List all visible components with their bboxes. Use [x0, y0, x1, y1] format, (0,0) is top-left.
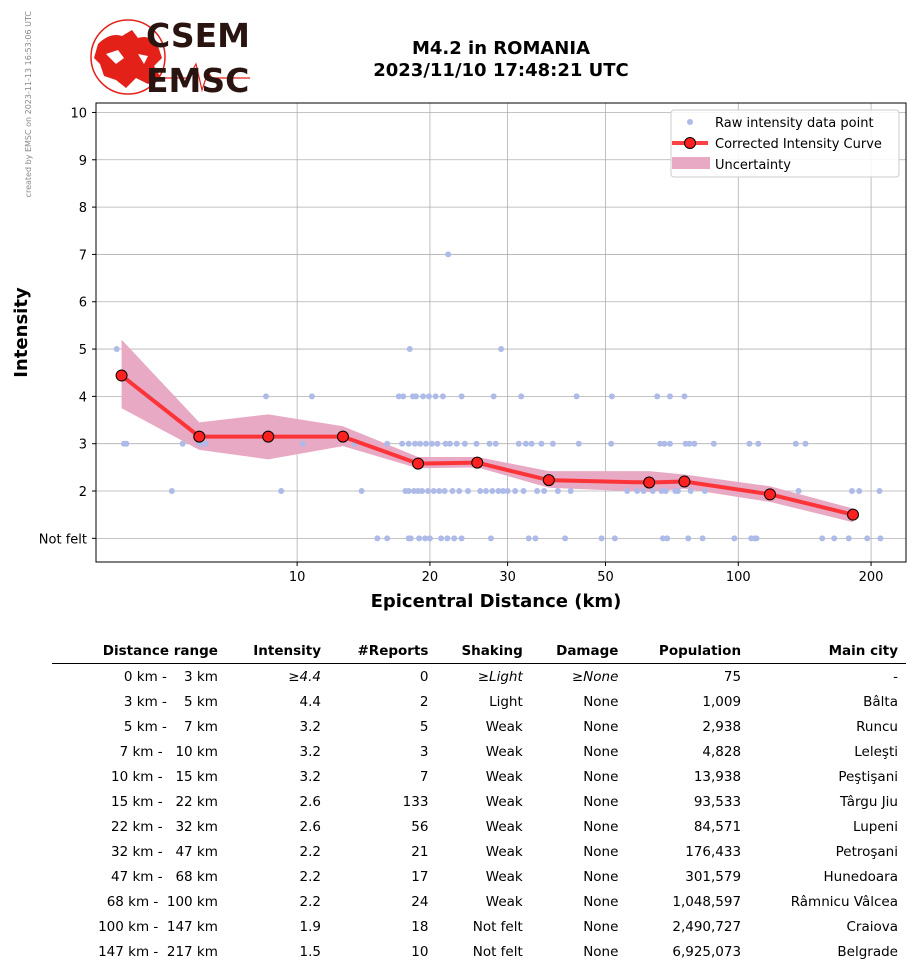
raw-data-point — [796, 488, 802, 494]
raw-data-point — [456, 488, 462, 494]
cell-intensity: 1.9 — [299, 918, 322, 935]
y-tick-label: 5 — [78, 343, 87, 359]
cell-intensity: 2.2 — [299, 893, 322, 910]
cell-reports: 56 — [411, 818, 429, 835]
cell-range: 3 km - 5 km — [123, 693, 218, 710]
raw-data-point — [755, 441, 761, 447]
raw-data-point — [529, 441, 535, 447]
raw-data-point — [427, 535, 433, 541]
cell-shaking: Not felt — [472, 943, 523, 960]
raw-data-point — [661, 441, 667, 447]
cell-intensity: 2.2 — [299, 868, 322, 885]
cell-reports: 2 — [419, 693, 429, 710]
raw-data-point — [438, 535, 444, 541]
title-line-1: M4.2 in ROMANIA — [411, 38, 590, 59]
cell-population: 75 — [723, 668, 742, 685]
svg-text:CSEM: CSEM — [146, 16, 250, 55]
cell-shaking: Weak — [485, 893, 523, 910]
y-tick-label: 4 — [78, 390, 87, 406]
legend-uncertainty-swatch — [672, 157, 710, 169]
cell-reports: 0 — [419, 668, 429, 685]
x-tick-label: 100 — [725, 570, 751, 585]
cell-intensity: 2.6 — [299, 818, 322, 835]
cell-damage: ≥None — [571, 668, 619, 685]
raw-data-point — [408, 535, 414, 541]
cell-range: 47 km - 68 km — [110, 868, 218, 885]
x-axis-label: Epicentral Distance (km) — [370, 591, 622, 612]
y-axis-label: Intensity — [11, 287, 32, 378]
raw-data-point — [856, 488, 862, 494]
raw-data-point — [634, 488, 640, 494]
raw-data-point — [802, 441, 808, 447]
curve-marker — [263, 431, 274, 442]
cell-city: Târgu Jiu — [840, 793, 898, 810]
raw-data-point — [465, 488, 471, 494]
raw-data-point — [521, 488, 527, 494]
raw-data-point — [483, 488, 489, 494]
cell-range: 22 km - 32 km — [110, 818, 218, 835]
x-tick-label: 200 — [858, 570, 884, 585]
raw-data-point — [691, 441, 697, 447]
x-tick-label: 20 — [421, 570, 439, 585]
column-header: Shaking — [436, 640, 530, 664]
cell-population: 4,828 — [702, 743, 742, 760]
raw-data-point — [407, 346, 413, 352]
y-tick-label: 2 — [78, 485, 87, 501]
cell-damage: None — [583, 868, 619, 885]
raw-data-point — [384, 441, 390, 447]
cell-range: 0 km - 3 km — [123, 668, 218, 685]
legend-entry: Raw intensity data point — [715, 116, 874, 131]
raw-data-point — [459, 535, 465, 541]
raw-data-point — [612, 535, 618, 541]
cell-damage: None — [583, 793, 619, 810]
raw-data-point — [793, 441, 799, 447]
cell-shaking: Not felt — [472, 918, 523, 935]
raw-data-point — [436, 488, 442, 494]
raw-data-point — [532, 535, 538, 541]
raw-data-point — [550, 441, 556, 447]
cell-intensity: 4.4 — [299, 693, 322, 710]
cell-shaking: Weak — [485, 743, 523, 760]
table-row — [52, 689, 906, 714]
cell-city: Runcu — [856, 718, 898, 735]
raw-data-point — [406, 441, 412, 447]
y-tick-label: 7 — [78, 248, 87, 264]
raw-data-point — [413, 393, 419, 399]
curve-marker — [848, 509, 859, 520]
cell-reports: 18 — [411, 918, 429, 935]
cell-population: 1,048,597 — [672, 893, 742, 910]
raw-data-point — [555, 488, 561, 494]
raw-data-point — [420, 393, 426, 399]
cell-range: 15 km - 22 km — [110, 793, 218, 810]
raw-data-point — [440, 393, 446, 399]
raw-data-point — [819, 535, 825, 541]
curve-marker — [337, 431, 348, 442]
raw-data-point — [702, 488, 708, 494]
table-row — [52, 664, 906, 690]
cell-damage: None — [583, 893, 619, 910]
raw-data-point — [425, 488, 431, 494]
cell-city: Leleşti — [854, 743, 898, 760]
table-row — [52, 889, 906, 914]
raw-data-point — [512, 488, 518, 494]
raw-data-point — [574, 393, 580, 399]
table-header-row — [52, 640, 906, 664]
raw-data-point — [518, 393, 524, 399]
raw-data-point — [831, 535, 837, 541]
cell-damage: None — [583, 743, 619, 760]
raw-data-point — [534, 488, 540, 494]
cell-shaking: Weak — [485, 793, 523, 810]
cell-shaking: Weak — [485, 818, 523, 835]
title-line-2: 2023/11/10 17:48:21 UTC — [373, 60, 629, 81]
legend-curve-marker — [685, 138, 696, 149]
raw-data-point — [459, 393, 465, 399]
raw-data-point — [449, 488, 455, 494]
table-row — [52, 864, 906, 889]
legend-entry: Uncertainty — [715, 158, 791, 173]
column-header: Population — [626, 640, 749, 664]
raw-data-point — [433, 393, 439, 399]
column-header: Distance range — [52, 640, 226, 664]
raw-data-point — [675, 488, 681, 494]
column-header: Main city — [749, 640, 906, 664]
cell-city: Râmnicu Vâlcea — [790, 893, 898, 910]
y-tick-label: 6 — [78, 295, 87, 311]
raw-data-point — [608, 441, 614, 447]
cell-reports: 5 — [419, 718, 429, 735]
curve-marker — [644, 477, 655, 488]
raw-data-point — [489, 488, 495, 494]
cell-shaking: Weak — [485, 868, 523, 885]
cell-population: 93,533 — [693, 793, 742, 810]
cell-damage: None — [583, 768, 619, 785]
cell-intensity: 2.6 — [299, 793, 322, 810]
raw-data-point — [447, 441, 453, 447]
curve-marker — [413, 458, 424, 469]
cell-range: 32 km - 47 km — [110, 843, 218, 860]
raw-data-point — [609, 393, 615, 399]
cell-city: Belgrade — [837, 943, 898, 960]
cell-intensity: 3.2 — [299, 743, 322, 760]
raw-data-point — [526, 535, 532, 541]
raw-data-point — [493, 441, 499, 447]
curve-marker — [679, 476, 690, 487]
cell-intensity: ≥4.4 — [288, 668, 322, 685]
raw-data-point — [399, 441, 405, 447]
cell-damage: None — [583, 818, 619, 835]
raw-data-point — [700, 535, 706, 541]
cell-damage: None — [583, 943, 619, 960]
raw-data-point — [263, 393, 269, 399]
raw-data-point — [416, 535, 422, 541]
y-tick-label: 9 — [78, 153, 87, 169]
cell-city: Bâlta — [863, 693, 898, 710]
table-row — [52, 914, 906, 939]
column-header: Damage — [531, 640, 627, 664]
raw-data-point — [423, 441, 429, 447]
raw-data-point — [516, 441, 522, 447]
raw-data-point — [444, 535, 450, 541]
raw-data-point — [711, 441, 717, 447]
uncertainty-band — [122, 340, 853, 523]
raw-data-point — [454, 441, 460, 447]
y-tick-label: 10 — [70, 106, 87, 122]
x-tick-label: 30 — [499, 570, 516, 585]
raw-data-point — [498, 346, 504, 352]
cell-shaking: ≥Light — [477, 668, 523, 685]
raw-data-point — [667, 393, 673, 399]
raw-data-point — [406, 488, 412, 494]
raw-data-point — [488, 535, 494, 541]
table-body — [52, 664, 906, 965]
cell-shaking: Light — [489, 693, 523, 710]
y-tick-label: 8 — [78, 201, 87, 217]
curve-marker — [764, 489, 775, 500]
raw-data-point — [685, 535, 691, 541]
cell-range: 100 km - 147 km — [98, 918, 218, 935]
cell-shaking: Weak — [485, 843, 523, 860]
raw-data-point — [864, 535, 870, 541]
cell-reports: 133 — [402, 793, 429, 810]
raw-data-point — [877, 535, 883, 541]
raw-data-point — [417, 441, 423, 447]
raw-data-point — [487, 441, 493, 447]
cell-population: 301,579 — [685, 868, 742, 885]
raw-data-point — [445, 251, 451, 257]
cell-population: 176,433 — [685, 843, 742, 860]
column-header: Intensity — [226, 640, 329, 664]
raw-data-point — [846, 535, 852, 541]
cell-range: 68 km - 100 km — [106, 893, 218, 910]
svg-text:created by EMSC on 2023-11-13: created by EMSC on 2023-11-13 16:53:06 UTC — [24, 11, 33, 198]
raw-data-point — [562, 535, 568, 541]
table-row — [52, 939, 906, 964]
table-row — [52, 714, 906, 739]
raw-data-point — [300, 441, 306, 447]
cell-damage: None — [583, 843, 619, 860]
raw-data-point — [663, 488, 669, 494]
legend — [671, 110, 899, 177]
legend-entry: Corrected Intensity Curve — [715, 137, 882, 152]
raw-data-point — [426, 393, 432, 399]
cell-damage: None — [583, 918, 619, 935]
raw-data-point — [754, 535, 760, 541]
x-tick-label: 10 — [288, 570, 306, 585]
raw-data-point — [541, 488, 547, 494]
cell-range: 5 km - 7 km — [123, 718, 218, 735]
raw-data-point — [400, 393, 406, 399]
raw-data-point — [123, 441, 129, 447]
raw-data-point — [667, 441, 673, 447]
raw-data-point — [746, 441, 752, 447]
uncertainty-area — [122, 340, 853, 523]
raw-data-point — [442, 488, 448, 494]
y-tick-label: 3 — [78, 437, 87, 453]
raw-data-point — [849, 488, 855, 494]
cell-intensity: 1.5 — [299, 943, 322, 960]
cell-population: 1,009 — [702, 693, 742, 710]
raw-data-point — [568, 488, 574, 494]
raw-data-point — [434, 441, 440, 447]
raw-data-point — [451, 535, 457, 541]
column-header: #Reports — [329, 640, 436, 664]
curve-marker — [116, 370, 127, 381]
table-row — [52, 739, 906, 764]
legend-raw-swatch — [687, 119, 693, 125]
raw-data-point — [505, 488, 511, 494]
x-tick-label: 50 — [597, 570, 614, 585]
distance-summary-table — [52, 640, 906, 964]
cell-population: 13,938 — [693, 768, 742, 785]
raw-data-point — [664, 535, 670, 541]
raw-data-point — [384, 535, 390, 541]
raw-data-point — [419, 488, 425, 494]
raw-data-point — [359, 488, 365, 494]
cell-city: Lupeni — [852, 818, 898, 835]
table-row — [52, 839, 906, 864]
raw-data-point — [650, 488, 656, 494]
cell-city: - — [893, 668, 898, 685]
axes — [11, 103, 906, 612]
cell-population: 84,571 — [693, 818, 742, 835]
cell-range: 7 km - 10 km — [119, 743, 218, 760]
cell-range: 147 km - 217 km — [98, 943, 218, 960]
raw-data-point — [462, 441, 468, 447]
raw-data-point — [429, 441, 435, 447]
raw-data-point — [599, 535, 605, 541]
cell-reports: 24 — [411, 893, 429, 910]
raw-data-point — [624, 488, 630, 494]
table-row — [52, 789, 906, 814]
cell-intensity: 3.2 — [299, 768, 322, 785]
cell-intensity: 2.2 — [299, 843, 322, 860]
cell-population: 2,938 — [702, 718, 742, 735]
cell-damage: None — [583, 693, 619, 710]
raw-data-point — [180, 441, 186, 447]
curve-marker — [194, 431, 205, 442]
raw-data-point — [688, 488, 694, 494]
raw-data-point — [538, 441, 544, 447]
raw-data-point — [877, 488, 883, 494]
raw-data-point — [431, 488, 437, 494]
raw-data-point — [491, 393, 497, 399]
raw-data-point — [473, 441, 479, 447]
cell-reports: 10 — [411, 943, 429, 960]
raw-data-point — [169, 488, 175, 494]
cell-reports: 7 — [419, 768, 429, 785]
cell-reports: 21 — [411, 843, 429, 860]
svg-text:EMSC: EMSC — [146, 61, 250, 98]
cell-city: Craiova — [846, 918, 898, 935]
cell-city: Hunedoara — [823, 868, 898, 885]
raw-data-point — [477, 488, 483, 494]
cell-intensity: 3.2 — [299, 718, 322, 735]
cell-population: 2,490,727 — [672, 918, 742, 935]
raw-data-point — [731, 535, 737, 541]
raw-data-point — [412, 441, 418, 447]
raw-data-point — [576, 441, 582, 447]
cell-range: 10 km - 15 km — [110, 768, 218, 785]
raw-data-point — [114, 346, 120, 352]
cell-shaking: Weak — [485, 718, 523, 735]
table-row — [52, 764, 906, 789]
raw-data-point — [278, 488, 284, 494]
curve-marker — [543, 475, 554, 486]
raw-data-point — [309, 393, 315, 399]
y-tick-label: Not felt — [38, 532, 87, 548]
cell-population: 6,925,073 — [672, 943, 742, 960]
raw-data-point — [641, 488, 647, 494]
cell-shaking: Weak — [485, 768, 523, 785]
cell-city: Petroşani — [835, 843, 898, 860]
raw-data-point — [523, 441, 529, 447]
raw-data-point — [681, 393, 687, 399]
cell-city: Peştişani — [838, 768, 898, 785]
raw-data-point — [203, 441, 209, 447]
raw-data-point — [654, 393, 660, 399]
cell-damage: None — [583, 718, 619, 735]
cell-reports: 3 — [419, 743, 429, 760]
curve-marker — [472, 457, 483, 468]
cell-reports: 17 — [411, 868, 429, 885]
table-row — [52, 814, 906, 839]
raw-data-point — [374, 535, 380, 541]
